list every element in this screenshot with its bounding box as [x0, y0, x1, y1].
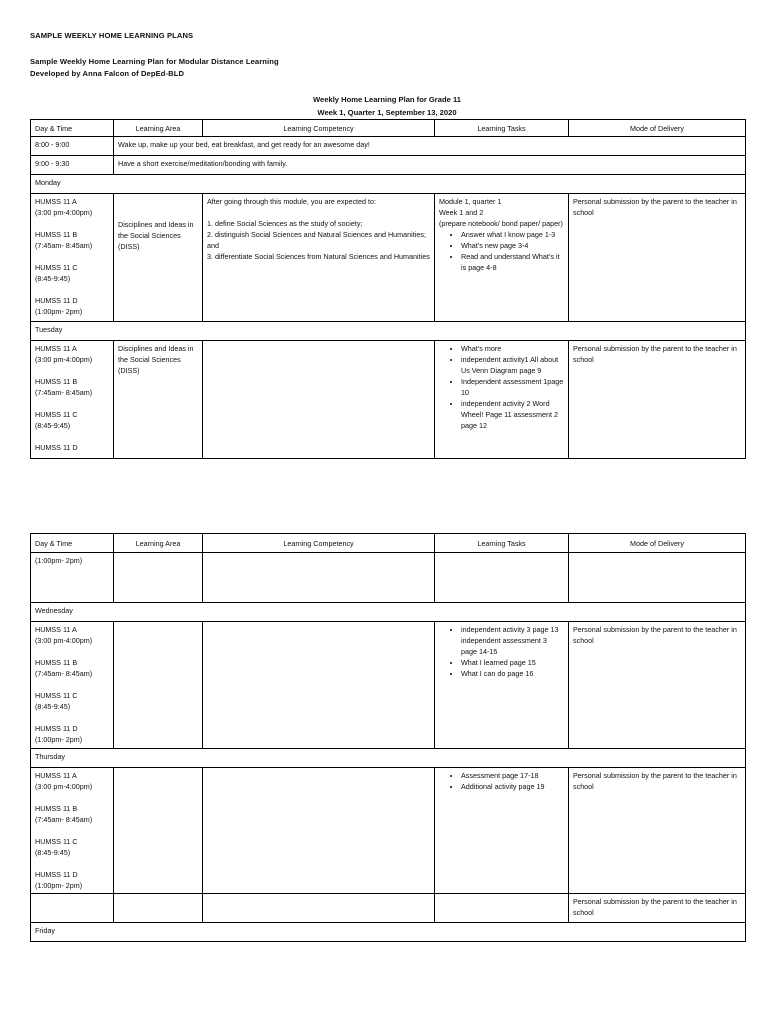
task-list	[439, 770, 564, 792]
section-name: HUMSS 11 B	[35, 377, 78, 386]
section-time: (8:45-9:45)	[35, 848, 71, 857]
column-header-learning-area: Learning Area	[114, 534, 203, 553]
section-time: (1:00pm- 2pm)	[35, 735, 83, 744]
routine-row	[31, 156, 746, 175]
mode-of-delivery-cell: Personal submission by the parent to the teacher in school	[569, 894, 746, 923]
learning-competency-cell	[203, 341, 435, 459]
list-item: • What I learned page 15	[461, 657, 564, 668]
learning-tasks-cell	[435, 622, 569, 749]
empty-cell	[569, 553, 746, 603]
wednesday-schedule-row	[31, 622, 746, 749]
routine-text: Wake up, make up your bed, eat breakfast, and get ready for an awesome day!	[114, 137, 746, 156]
empty-cell	[114, 553, 203, 603]
list-item: • What I can do page 16	[461, 668, 564, 679]
section-name: HUMSS 11 D	[35, 296, 78, 305]
day-label: Thursday	[31, 749, 746, 768]
learning-area-cell	[114, 768, 203, 894]
thursday-schedule-row	[31, 768, 746, 894]
mode-of-delivery-cell: Personal submission by the parent to the teacher in school	[569, 341, 746, 459]
document-author: Developed by Anna Falcon of DepEd-BLD	[30, 69, 185, 78]
learning-tasks-cell	[435, 768, 569, 894]
section-time: (7:45am- 8:45am)	[35, 241, 93, 250]
section-time: (8:45-9:45)	[35, 274, 71, 283]
day-label: Friday	[31, 923, 746, 942]
competency-item: 1. define Social Sciences as the study of society;	[207, 219, 363, 228]
column-header-mode-of-delivery: Mode of Delivery	[569, 534, 746, 553]
continued-row	[31, 553, 746, 603]
section-time: (7:45am- 8:45am)	[35, 815, 93, 824]
task-list	[439, 343, 564, 431]
day-row-tuesday	[31, 322, 746, 341]
mode-of-delivery-cell: Personal submission by the parent to the teacher in school	[569, 622, 746, 749]
section-name: HUMSS 11 A	[35, 625, 77, 634]
section-time: (1:00pm- 2pm)	[35, 307, 83, 316]
section-time: (3:00 pm-4:00pm)	[35, 782, 93, 791]
task-line: Week 1 and 2	[439, 208, 484, 217]
empty-cell	[31, 894, 114, 923]
list-item: • independent activity 2 Word Wheel! Page 11 assessment 2 page 12	[461, 398, 564, 431]
section-name: HUMSS 11 D	[35, 724, 78, 733]
extra-row	[31, 894, 746, 923]
monday-schedule-row	[31, 194, 746, 322]
learning-plan-table-1	[30, 119, 746, 459]
section-name: HUMSS 11 D	[35, 870, 78, 879]
section-name: HUMSS 11 A	[35, 771, 77, 780]
section-name: HUMSS 11 B	[35, 230, 78, 239]
list-item: • Answer what I know page 1-3	[461, 229, 564, 240]
document-title: SAMPLE WEEKLY HOME LEARNING PLANS	[30, 31, 194, 40]
column-header-learning-tasks: Learning Tasks	[435, 534, 569, 553]
table-header-row	[31, 534, 746, 553]
learning-area-cell	[114, 622, 203, 749]
section-name: HUMSS 11 C	[35, 691, 78, 700]
routine-row	[31, 137, 746, 156]
document-subtitle: Sample Weekly Home Learning Plan for Modular Distance Learning	[30, 57, 279, 66]
list-item: • Additional activity page 19	[461, 781, 564, 792]
learning-competency-cell	[203, 768, 435, 894]
section-time: (1:00pm- 2pm)	[31, 553, 114, 603]
empty-cell	[435, 553, 569, 603]
section-times	[31, 341, 114, 459]
column-header-learning-competency: Learning Competency	[203, 534, 435, 553]
list-item: • independent activity 3 page 13 independent assessment 3 page 14-15	[461, 624, 564, 657]
day-row-wednesday	[31, 603, 746, 622]
column-header-learning-tasks: Learning Tasks	[435, 120, 569, 137]
list-item: • independent activity1 All about Us Venn Diagram page 9	[461, 354, 564, 376]
competency-item: 2. distinguish Social Sciences and Natural Sciences and Humanities; and	[207, 230, 426, 250]
day-label: Wednesday	[31, 603, 746, 622]
section-name: HUMSS 11 D	[35, 443, 78, 452]
routine-time: 8:00 - 9:00	[31, 137, 114, 156]
empty-cell	[435, 894, 569, 923]
section-name: HUMSS 11 C	[35, 263, 78, 272]
plan-week: Week 1, Quarter 1, September 13, 2020	[317, 108, 457, 117]
column-header-learning-area: Learning Area	[114, 120, 203, 137]
section-time: (1:00pm- 2pm)	[35, 881, 83, 890]
learning-competency-cell	[203, 622, 435, 749]
empty-cell	[114, 894, 203, 923]
column-header-mode-of-delivery: Mode of Delivery	[569, 120, 746, 137]
empty-cell	[203, 553, 435, 603]
section-name: HUMSS 11 B	[35, 658, 78, 667]
section-name: HUMSS 11 A	[35, 197, 77, 206]
table-header-row	[31, 120, 746, 137]
learning-competency-cell	[203, 194, 435, 322]
competency-intro: After going through this module, you are expected to:	[207, 197, 377, 206]
tuesday-schedule-row	[31, 341, 746, 459]
column-header-day-time: Day & Time	[31, 120, 114, 137]
section-time: (8:45-9:45)	[35, 421, 71, 430]
competency-item: 3. differentiate Social Sciences from Natural Sciences and Humanities	[207, 252, 430, 261]
day-row-friday	[31, 923, 746, 942]
section-time: (7:45am- 8:45am)	[35, 669, 93, 678]
section-time: (7:45am- 8:45am)	[35, 388, 93, 397]
list-item: • What’s new page 3-4	[461, 240, 564, 251]
day-label: Tuesday	[31, 322, 746, 341]
day-row-monday	[31, 175, 746, 194]
list-item: • Assessment page 17-18	[461, 770, 564, 781]
task-list	[439, 229, 564, 273]
section-times	[31, 622, 114, 749]
day-row-thursday	[31, 749, 746, 768]
section-name: HUMSS 11 C	[35, 410, 78, 419]
section-time: (3:00 pm-4:00pm)	[35, 208, 93, 217]
list-item: • What’s more	[461, 343, 564, 354]
learning-tasks-cell	[435, 341, 569, 459]
learning-plan-table-2	[30, 533, 746, 942]
column-header-learning-competency: Learning Competency	[203, 120, 435, 137]
section-times	[31, 194, 114, 322]
list-item: • Read and understand What’s it is page 4-8	[461, 251, 564, 273]
routine-time: 9:00 - 9:30	[31, 156, 114, 175]
task-line: Module 1, quarter 1	[439, 197, 502, 206]
empty-cell	[203, 894, 435, 923]
plan-title: Weekly Home Learning Plan for Grade 11	[313, 95, 461, 104]
learning-area-cell: Disciplines and Ideas in the Social Sciences (DISS)	[114, 341, 203, 459]
mode-of-delivery-cell: Personal submission by the parent to the teacher in school	[569, 194, 746, 322]
task-list	[439, 624, 564, 679]
routine-text: Have a short exercise/meditation/bonding with family.	[114, 156, 746, 175]
mode-of-delivery-cell: Personal submission by the parent to the teacher in school	[569, 768, 746, 894]
section-name: HUMSS 11 B	[35, 804, 78, 813]
section-time: (8:45-9:45)	[35, 702, 71, 711]
day-label: Monday	[31, 175, 746, 194]
learning-area-cell: Disciplines and Ideas in the Social Sciences (DISS)	[114, 194, 203, 322]
section-time: (3:00 pm-4:00pm)	[35, 636, 93, 645]
section-name: HUMSS 11 C	[35, 837, 78, 846]
column-header-day-time: Day & Time	[31, 534, 114, 553]
list-item: • Independent assessment 1page 10	[461, 376, 564, 398]
section-name: HUMSS 11 A	[35, 344, 77, 353]
section-times	[31, 768, 114, 894]
task-line: (prepare notebook/ bond paper/ paper)	[439, 219, 563, 228]
section-time: (3:00 pm-4:00pm)	[35, 355, 93, 364]
learning-tasks-cell	[435, 194, 569, 322]
